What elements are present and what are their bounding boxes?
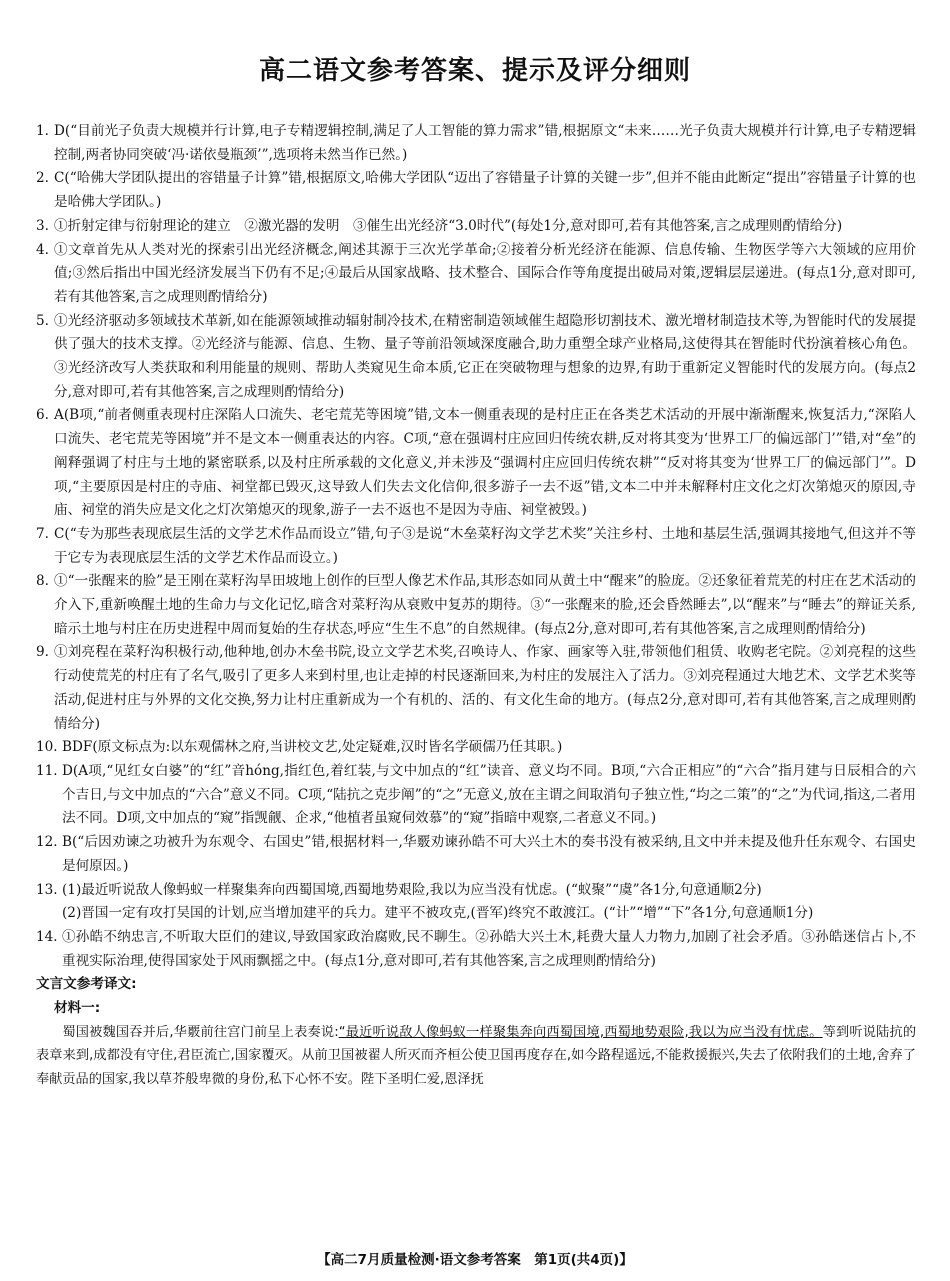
answer-text: C(“哈佛大学团队提出的容错量子计算”错,根据原文,哈佛大学团队“迈出了容错量子计算的关键一步”,但并不能由此断定“提出”容错量子计算的也是哈佛大学团队。): [54, 170, 916, 211]
answer-text: ①折射定律与衍射理论的建立 ②激光器的发明 ③催生出光经济“3.0时代”(每处1分,意对即可,若有其他答案,言之成理则酌情给分): [54, 217, 843, 234]
answer-text: ①文章首先从人类对光的探索引出光经济概念,阐述其源于三次光学革命;②接着分析光经济在能源、信息传输、生物医学等六大领域的应用价值;③然后指出中国光经济发展当下仍有不足;④最后从国家战略、技术整合、国际合作等角度提出破局对策,逻辑层层递进。(每点1分,意对即可,若有其他答案,言之成理则酌情给分): [54, 241, 916, 305]
answer-text: A(B项,“前者侧重表现村庄深陷人口流失、老宅荒芜等困境”错,文本一侧重表现的是村庄正在各类艺术活动的开展中渐渐醒来,恢复活力,“深陷人口流失、老宅荒芜等困境”并不是文本一侧重表达的内容。C项,“意在强调村庄应回归传统农耕,反对将其变为‘世界工厂的偏远部门’”错,对“垒”的阐释强调了村庄与土地的紧密联系,以及村庄所承载的文化意义,并未涉及“强调村庄应回归传统农耕”“反对将其变为‘世界工厂的偏远部门’”。D项,“主要原因是村庄的寺庙、祠堂都已毁灭,这导致人们失去文化信仰,很多游子一去不返”错,文本二中并未解释村庄文化之灯次第熄灭的原因,寺庙、祠堂的消失应是文化之灯次第熄灭的现象,游子一去不返也不是因为寺庙、祠堂被毁。): [54, 407, 916, 519]
page-footer: 【高二7月质量检测·语文参考答案 第1页(共4页)】: [317, 1252, 633, 1268]
translation-intro: 蜀国被魏国吞并后,华覈前往宫门前呈上表奏说:: [62, 1024, 339, 1040]
answer-number: 7.: [36, 525, 49, 542]
answer-number: 10.: [36, 739, 58, 756]
answer-number: 8.: [36, 573, 49, 590]
answer-number: 11.: [36, 762, 58, 779]
material-label: 材料一:: [54, 1000, 101, 1017]
answer-number: 6.: [36, 407, 49, 424]
answers-body: [36, 120, 916, 1092]
answer-item: [36, 641, 916, 736]
translation-rest: 等到听说陆抗的表章来到,成都没有守住,君臣流亡,国家覆灭。从前卫国被翟人所灭而齐桓公使卫国再度存在,如今路程遥远,不能救援振兴,失去了依附我们的土地,舍弃了奉献贡品的国家,我以草芥般卑微的身份,私下心怀不安。陛下圣明仁爱,恩泽抚: [36, 1024, 917, 1088]
answer-text: ①“一张醒来的脸”是王刚在菜籽沟旱田坡地上创作的巨型人像艺术作品,其形态如同从黄土中“醒来”的脸庞。②还象征着荒芜的村庄在艺术活动的介入下,重新唤醒土地的生命力与文化记忆,暗含对菜籽沟从衰败中复苏的期待。③“一张醒来的脸,还会昏然睡去”,以“醒来”与“睡去”的辩证关系,暗示土地与村庄在历史进程中周而复始的生存状态,呼应“生生不息”的自然规律。(每点2分,意对即可,若有其他答案,言之成理则酌情给分): [54, 573, 916, 637]
answer-item: [36, 831, 916, 878]
answer-number: 13.: [36, 881, 58, 898]
answer-text: BDF(原文标点为:以东观儒林之府,当讲校文艺,处定疑难,汉时皆名学硕儒乃任其职。): [62, 739, 563, 756]
answer-text: (1)最近听说敌人像蚂蚁一样聚集奔向西蜀国境,西蜀地势艰险,我以为应当没有忧虑。(“蚁聚”“虞”各1分,句意通顺2分): [62, 881, 762, 898]
translation-underlined: “最近听说敌人像蚂蚁一样聚集奔向西蜀国境,西蜀地势艰险,我以为应当没有忧虑。: [338, 1024, 823, 1040]
answer-text: D(“目前光子负责大规模并行计算,电子专精逻辑控制,满足了人工智能的算力需求”错,根据原文“未来……光子负责大规模并行计算,电子专精逻辑控制,两者协同突破‘冯·诺依曼瓶颈’”,选项将未然当作已然。): [54, 123, 916, 163]
answer-number: 9.: [36, 644, 49, 661]
answer-item: [36, 167, 916, 214]
answer-number: 3.: [36, 217, 49, 234]
answer-item: [36, 404, 916, 523]
page-title: 高二语文参考答案、提示及评分细则: [258, 56, 691, 86]
answer-item: [36, 523, 916, 570]
answer-number: 12.: [36, 834, 58, 851]
answer-item: [36, 239, 916, 310]
answer-item: [36, 570, 916, 641]
answer-text: ①孙皓不纳忠言,不听取大臣们的建议,导致国家政治腐败,民不聊生。②孙皓大兴土木,耗费大量人力物力,加剧了社会矛盾。③孙皓迷信占卜,不重视实际治理,使得国家处于风雨飘摇之中。(每点1分,意对即可,若有其他答案,言之成理则酌情给分): [62, 928, 916, 969]
answer-number: 4.: [36, 241, 49, 258]
translation-text: [36, 1021, 916, 1092]
answer-item: [36, 310, 916, 405]
answer-item: [36, 215, 916, 239]
answer-text: D(A项,“见红女白婆”的“红”音hóng,指红色,着红装,与文中加点的“红”读音、意义均不同。B项,“六合正相应”的“六合”指月建与日辰相合的六个吉日,与文中加点的“六合”意义不同。C项,“陆抗之克步阐”的“之”无意义,放在主谓之间取消句子独立性,“均之二策”的“之”为代词,指这,二者用法不同。D项,文中加点的“窥”指觊觎、企求,“他植者虽窥伺效慕”的“窥”指暗中观察,二者意义不同。): [62, 762, 916, 827]
answer-number: 1.: [36, 123, 49, 139]
translation-heading: 文言文参考译文:: [36, 976, 137, 993]
answer-number: 5.: [36, 312, 49, 329]
answer-item: [36, 760, 916, 831]
answer-text: ①光经济驱动多领域技术革新,如在能源领域推动辐射制冷技术,在精密制造领域催生超隐形切割技术、激光增材制造技术等,为智能时代的发展提供了强大的技术支撑。②光经济与能源、信息、生物、量子等前沿领域深度融合,助力重塑全球产业格局,这使得其在智能时代扮演着核心角色。③光经济改写人类获取和利用能量的规则、帮助人类窥见生命本质,它正在突破物理与想象的边界,有助于重新定义智能时代的发展方向。(每点2分,意对即可,若有其他答案,言之成理则酌情给分): [54, 312, 916, 400]
answer-text: C(“专为那些表现底层生活的文学艺术作品而设立”错,句子③是说“木垒菜籽沟文学艺术奖”关注乡村、土地和基层生活,强调其接地气,但这并不等于它专为表现底层生活的文学艺术作品而设立。): [54, 525, 916, 566]
answer-item: [36, 736, 916, 760]
answer-item: [36, 120, 916, 167]
answer-item: [36, 926, 916, 973]
answer-item: [36, 879, 916, 903]
answer-subitem: (2)晋国一定有攻打吴国的计划,应当增加建平的兵力。建平不被攻克,(晋军)终究不敢渡江。(“计”“增”“下”各1分,句意通顺1分): [62, 905, 814, 922]
answer-text: B(“后因劝谏之功被升为东观令、右国史”错,根据材料一,华覈劝谏孙皓不可大兴土木的奏书没有被采纳,且文中并未提及他升任东观令、右国史是何原因。): [62, 834, 916, 874]
answer-number: 14.: [36, 928, 58, 945]
answer-text: ①刘亮程在菜籽沟积极行动,他种地,创办木垒书院,设立文学艺术奖,召唤诗人、作家、画家等入驻,带领他们租赁、收购老宅院。②刘亮程的这些行动使荒芜的村庄有了名气,吸引了更多人来到村里,也让走掉的村民逐渐回来,为村庄的发展注入了活力。③刘亮程通过大地艺术、文学艺术奖等活动,促进村庄与外界的文化交换,努力让村庄重新成为一个有机的、活的、有文化生命的地方。(每点2分,意对即可,若有其他答案,言之成理则酌情给分): [54, 644, 916, 732]
answer-number: 2.: [36, 170, 49, 187]
